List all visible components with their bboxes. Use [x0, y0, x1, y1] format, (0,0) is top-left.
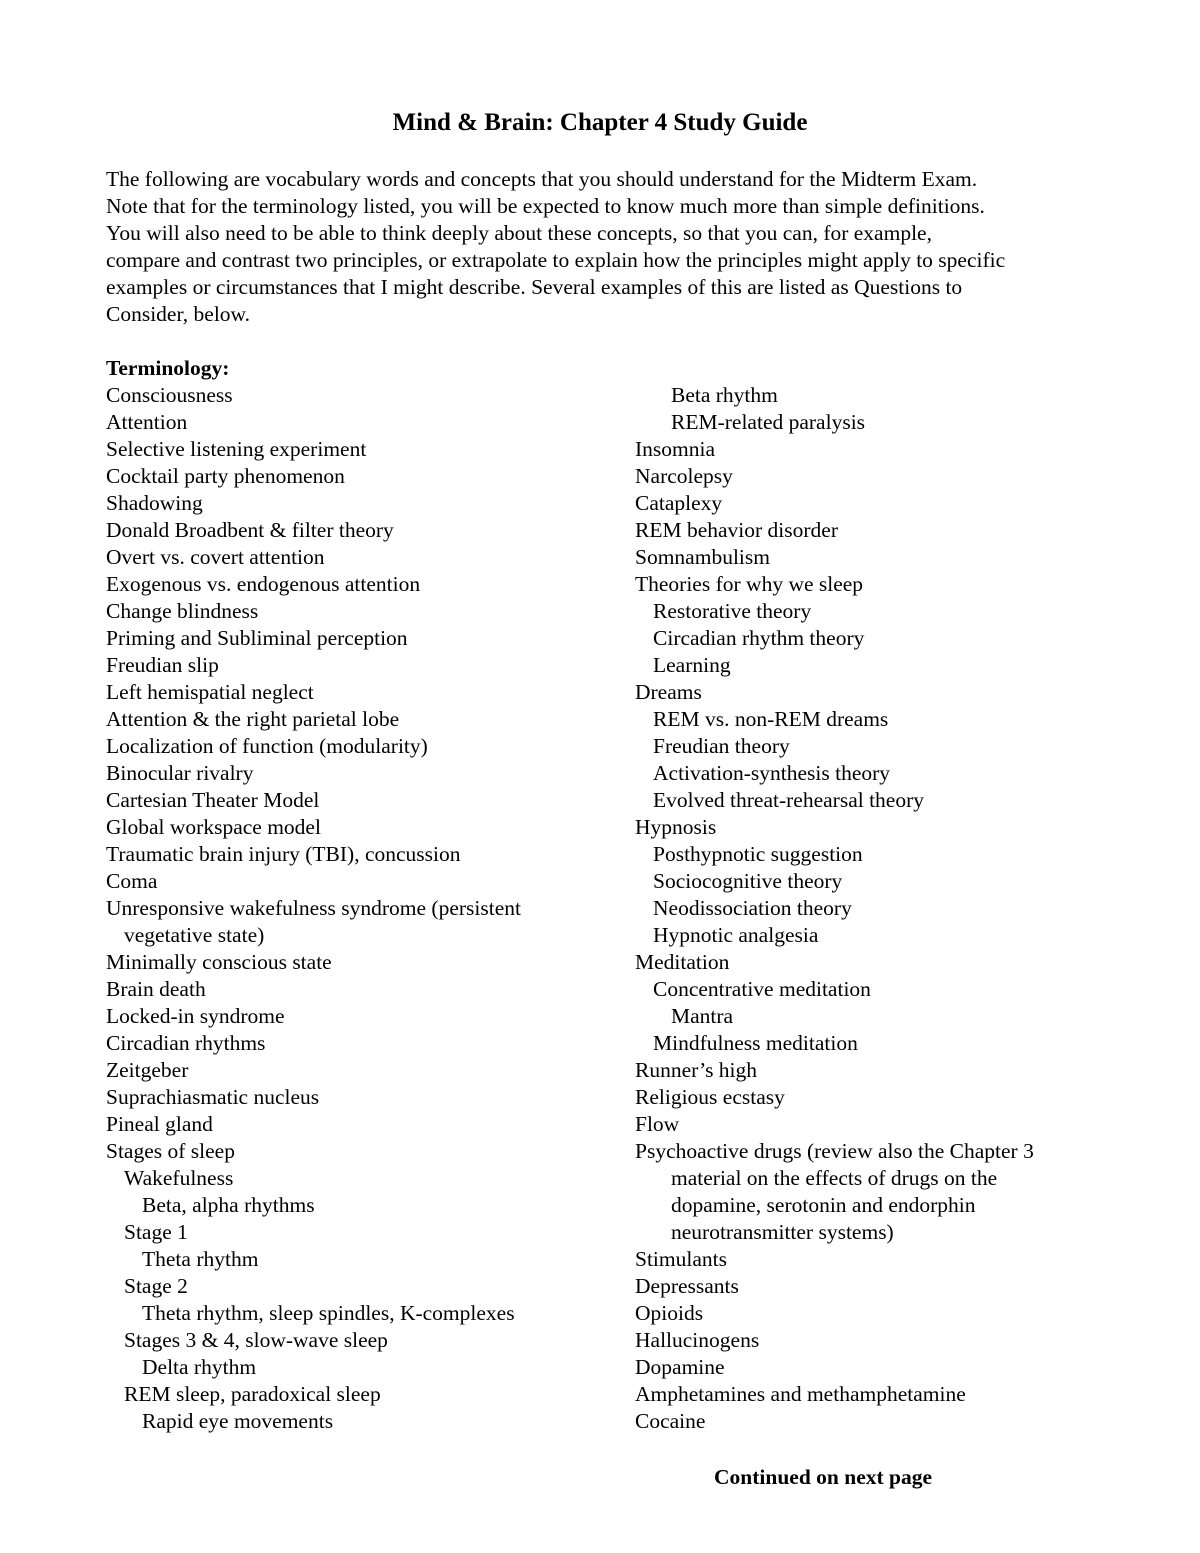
term-item: Delta rhythm — [142, 1355, 257, 1379]
term-item: Brain death — [106, 977, 206, 1001]
term-item: Priming and Subliminal perception — [106, 626, 408, 650]
term-item: Stages of sleep — [106, 1139, 235, 1163]
term-item: Psychoactive drugs (review also the Chapter 3 — [635, 1139, 1034, 1163]
term-item: Theories for why we sleep — [635, 572, 864, 596]
page-title: Mind & Brain: Chapter 4 Study Guide — [392, 109, 808, 136]
term-item: dopamine, serotonin and endorphin — [671, 1193, 976, 1217]
terminology-right-column — [635, 382, 1155, 1435]
term-item: Global workspace model — [106, 815, 321, 839]
intro-line: You will also need to be able to think deeply about these concepts, so that you can, for example, — [106, 221, 932, 245]
term-item: Exogenous vs. endogenous attention — [106, 572, 421, 596]
term-item: Religious ecstasy — [635, 1085, 785, 1109]
term-item: Beta rhythm — [671, 383, 778, 407]
term-item: Dopamine — [635, 1355, 725, 1379]
term-item: Stage 2 — [124, 1274, 188, 1298]
continued-note: Continued on next page — [714, 1465, 933, 1489]
term-item: Stage 1 — [124, 1220, 188, 1244]
term-item: Beta, alpha rhythms — [142, 1193, 315, 1217]
term-item: Theta rhythm, sleep spindles, K-complexes — [142, 1301, 515, 1325]
term-item: REM behavior disorder — [635, 518, 839, 542]
term-item: Binocular rivalry — [106, 761, 254, 785]
term-item: Mantra — [671, 1004, 734, 1028]
term-item: Circadian rhythms — [106, 1031, 266, 1055]
term-item: material on the effects of drugs on the — [671, 1166, 998, 1190]
term-item: REM vs. non-REM dreams — [653, 707, 889, 731]
term-item: Change blindness — [106, 599, 259, 623]
term-item: Hallucinogens — [635, 1328, 760, 1352]
term-item: Hypnosis — [635, 815, 717, 839]
intro-line: compare and contrast two principles, or extrapolate to explain how the principles might apply to specific — [106, 248, 1006, 272]
term-item: Flow — [635, 1112, 680, 1136]
term-item: Stimulants — [635, 1247, 727, 1271]
term-item: Unresponsive wakefulness syndrome (persistent — [106, 896, 521, 920]
term-item: Traumatic brain injury (TBI), concussion — [106, 842, 461, 866]
term-item: Stages 3 & 4, slow-wave sleep — [124, 1328, 388, 1352]
term-item: Zeitgeber — [106, 1058, 189, 1082]
term-item: Sociocognitive theory — [653, 869, 843, 893]
term-item: Hypnotic analgesia — [653, 923, 819, 947]
term-item: REM sleep, paradoxical sleep — [124, 1382, 381, 1406]
term-item: Freudian slip — [106, 653, 219, 677]
term-item: vegetative state) — [124, 923, 265, 947]
term-item: Neodissociation theory — [653, 896, 852, 920]
term-item: Cocktail party phenomenon — [106, 464, 345, 488]
term-item: Meditation — [635, 950, 730, 974]
intro-line: The following are vocabulary words and concepts that you should understand for the Midterm Exam. — [106, 167, 978, 191]
term-item: Cataplexy — [635, 491, 723, 515]
term-item: Locked-in syndrome — [106, 1004, 285, 1028]
intro-line: examples or circumstances that I might describe. Several examples of this are listed as Questions to — [106, 275, 963, 299]
intro-line: Consider, below. — [106, 302, 251, 326]
term-item: Cartesian Theater Model — [106, 788, 320, 812]
term-item: Evolved threat-rehearsal theory — [653, 788, 925, 812]
term-item: Runner’s high — [635, 1058, 758, 1082]
term-item: Wakefulness — [124, 1166, 234, 1190]
term-item: Left hemispatial neglect — [106, 680, 314, 704]
term-item: Cocaine — [635, 1409, 706, 1433]
term-item: Posthypnotic suggestion — [653, 842, 863, 866]
term-item: Amphetamines and methamphetamine — [635, 1382, 966, 1406]
term-item: Somnambulism — [635, 545, 770, 569]
term-item: Suprachiasmatic nucleus — [106, 1085, 320, 1109]
term-item: Minimally conscious state — [106, 950, 332, 974]
term-item: Mindfulness meditation — [653, 1031, 858, 1055]
term-item: Narcolepsy — [635, 464, 733, 488]
term-item: Freudian theory — [653, 734, 790, 758]
term-item: Activation-synthesis theory — [653, 761, 891, 785]
term-item: Donald Broadbent & filter theory — [106, 518, 394, 542]
terminology-heading: Terminology: — [106, 356, 230, 380]
term-item: Attention — [106, 410, 188, 434]
term-item: Rapid eye movements — [142, 1409, 334, 1433]
term-item: neurotransmitter systems) — [671, 1220, 894, 1244]
intro-line: Note that for the terminology listed, you will be expected to know much more than simple definitions. — [106, 194, 985, 218]
term-item: Localization of function (modularity) — [106, 734, 428, 758]
term-item: Theta rhythm — [142, 1247, 259, 1271]
term-item: Consciousness — [106, 383, 233, 407]
term-item: Attention & the right parietal lobe — [106, 707, 400, 731]
terminology-left-column — [106, 382, 606, 1435]
term-item: Circadian rhythm theory — [653, 626, 865, 650]
intro-paragraph — [106, 166, 1106, 328]
term-item: REM-related paralysis — [671, 410, 866, 434]
term-item: Shadowing — [106, 491, 203, 515]
term-item: Learning — [653, 653, 731, 677]
term-item: Opioids — [635, 1301, 704, 1325]
term-item: Pineal gland — [106, 1112, 213, 1136]
term-item: Insomnia — [635, 437, 716, 461]
term-item: Restorative theory — [653, 599, 812, 623]
term-item: Depressants — [635, 1274, 739, 1298]
term-item: Coma — [106, 869, 158, 893]
term-item: Dreams — [635, 680, 702, 704]
term-item: Selective listening experiment — [106, 437, 367, 461]
term-item: Concentrative meditation — [653, 977, 871, 1001]
term-item: Overt vs. covert attention — [106, 545, 325, 569]
